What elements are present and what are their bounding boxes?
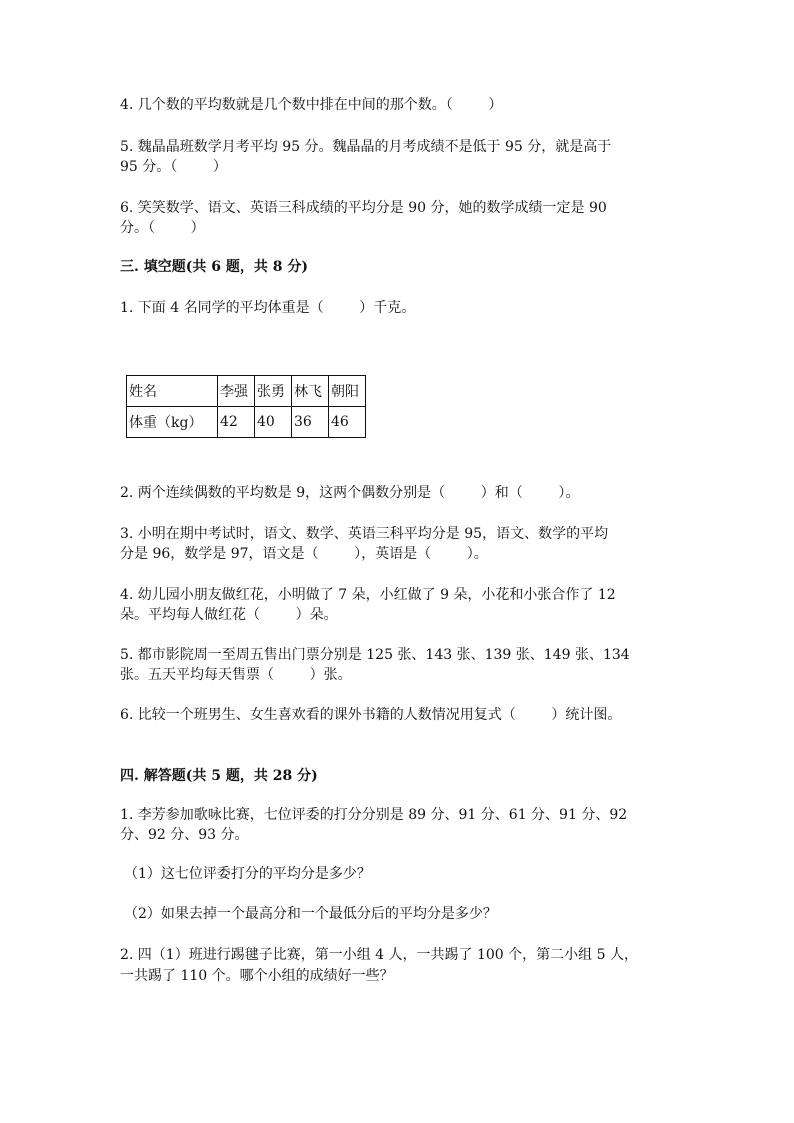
tf-question-4: 4. 几个数的平均数就是几个数中排在中间的那个数。（ ）: [120, 97, 503, 113]
table-cell: 体重（kg）: [127, 407, 218, 438]
table-cell: 李强: [218, 376, 255, 407]
tf-question-5-line-1: 5. 魏晶晶班数学月考平均 95 分。魏晶晶的月考成绩不是低于 95 分，就是高于: [120, 139, 612, 155]
solve-question-1-sub-2: （2）如果去掉一个最高分和一个最低分后的平均分是多少？: [124, 906, 497, 922]
section-3-heading: 三. 填空题(共 6 题，共 8 分): [120, 259, 308, 275]
fill-question-4-line-2: 朵。平均每人做红花（ ）朵。: [120, 607, 338, 623]
table-cell: 姓名: [127, 376, 218, 407]
weight-table: [126, 375, 366, 438]
tf-question-6-line-1: 6. 笑笑数学、语文、英语三科成绩的平均分是 90 分，她的数学成绩一定是 90: [120, 200, 607, 216]
table-cell: 46: [329, 407, 366, 438]
table-cell: 朝阳: [329, 376, 366, 407]
table-cell: 36: [292, 407, 329, 438]
fill-question-3-line-1: 3. 小明在期中考试时，语文、数学、英语三科平均分是 95，语文、数学的平均: [120, 526, 609, 542]
fill-question-3-line-2: 分是 96，数学是 97，语文是（ ），英语是（ ）。: [120, 546, 488, 562]
fill-question-2: 2. 两个连续偶数的平均数是 9，这两个偶数分别是（ ）和（ ）。: [120, 485, 580, 501]
fill-question-5-line-1: 5. 都市影院周一至周五售出门票分别是 125 张、143 张、139 张、149 张、134: [120, 647, 630, 663]
fill-question-6: 6. 比较一个班男生、女生喜欢看的课外书籍的人数情况用复式（ ）统计图。: [120, 707, 622, 723]
section-4-heading: 四. 解答题(共 5 题，共 28 分): [120, 768, 318, 784]
tf-question-5-line-2: 95 分。（ ）: [120, 159, 227, 175]
table-cell: 42: [218, 407, 255, 438]
fill-question-4-line-1: 4. 幼儿园小朋友做红花，小明做了 7 朵，小红做了 9 朵，小花和小张合作了 12: [120, 587, 616, 603]
table-row: [127, 407, 366, 438]
solve-question-1-line-2: 分、92 分、93 分。: [120, 827, 249, 843]
table-cell: 40: [255, 407, 292, 438]
table-cell: 张勇: [255, 376, 292, 407]
solve-question-2-line-1: 2. 四（1）班进行踢毽子比赛，第一小组 4 人，一共踢了 100 个，第二小组 5 人，: [120, 947, 638, 963]
solve-question-1-sub-1: （1）这七位评委打分的平均分是多少？: [124, 866, 371, 882]
tf-question-6-line-2: 分。（ ）: [120, 220, 205, 236]
fill-question-5-line-2: 张。五天平均每天售票（ ）张。: [120, 667, 352, 683]
solve-question-2-line-2: 一共踢了 110 个。哪个小组的成绩好一些？: [120, 968, 394, 984]
table-cell: 林飞: [292, 376, 329, 407]
fill-question-1: 1. 下面 4 名同学的平均体重是（ ）千克。: [120, 300, 416, 316]
solve-question-1-line-1: 1. 李芳参加歌咏比赛，七位评委的打分分别是 89 分、91 分、61 分、91 分、92: [120, 807, 628, 823]
table-row: [127, 376, 366, 407]
